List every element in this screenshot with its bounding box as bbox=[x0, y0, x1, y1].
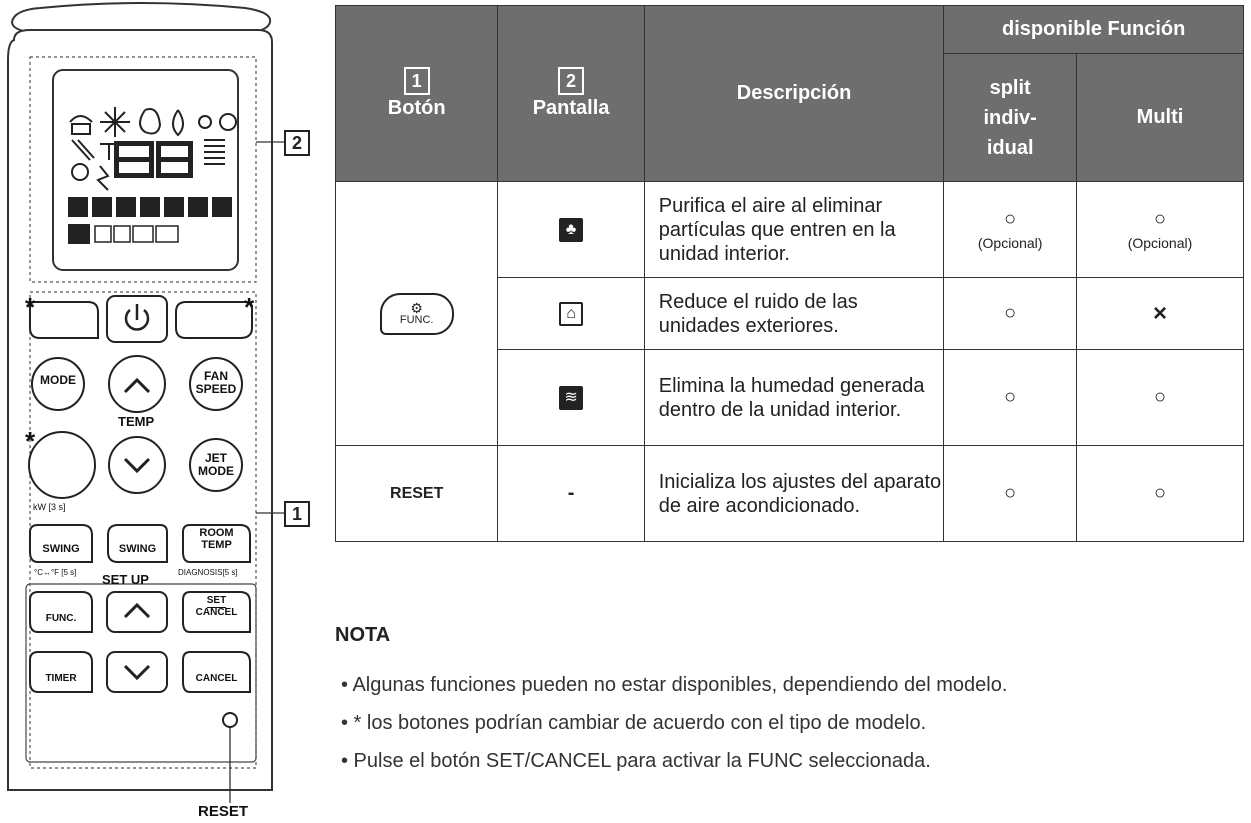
asterisk-icon: * bbox=[25, 292, 36, 322]
boton-cell: RESET bbox=[336, 446, 498, 542]
room-temp-button[interactable] bbox=[183, 528, 250, 551]
asterisk-icon: * bbox=[25, 426, 36, 456]
header-multi: Multi bbox=[1076, 54, 1243, 182]
timer-button[interactable]: TIMER bbox=[45, 673, 77, 684]
cancel-label: CANCEL bbox=[195, 606, 238, 618]
split-cell bbox=[944, 278, 1077, 350]
split-value: ○ bbox=[1004, 208, 1017, 230]
table-row bbox=[336, 182, 1244, 278]
multi-value: × bbox=[1152, 299, 1167, 327]
swing-horizontal-button[interactable]: SWING bbox=[42, 543, 80, 555]
fan-speed-label-1: FAN bbox=[204, 369, 228, 383]
multi-cell bbox=[1076, 182, 1243, 278]
func-button[interactable]: FUNC. bbox=[45, 613, 77, 624]
split-value: ○ bbox=[1004, 482, 1017, 504]
cancel-button[interactable]: CANCEL bbox=[195, 673, 238, 684]
nota-item: • * los botones podrían cambiar de acuerdo con el tipo de modelo. bbox=[341, 712, 927, 734]
callout-buttons: 1 bbox=[284, 501, 310, 527]
desc-cell: Elimina la humedad generada dentro de la unidad interior. bbox=[644, 350, 944, 446]
reset-label: RESET bbox=[198, 803, 249, 820]
temp-label: TEMP bbox=[118, 414, 155, 429]
room-label-1: ROOM bbox=[199, 527, 234, 539]
header-disponible: disponible Función bbox=[944, 6, 1244, 54]
kw-label: kW [3 s] bbox=[33, 502, 66, 512]
multi-value: ○ bbox=[1153, 386, 1167, 408]
nota-item: • Algunas funciones pueden no estar disponibles, dependiendo del modelo. bbox=[341, 674, 1008, 696]
split-value: ○ bbox=[1004, 386, 1017, 408]
multi-note: (Opcional) bbox=[1127, 235, 1193, 251]
low-noise-icon: ⌂ bbox=[559, 302, 583, 326]
multi-cell bbox=[1076, 278, 1243, 350]
multi-cell bbox=[1076, 350, 1243, 446]
dehumidify-icon: ≋ bbox=[559, 386, 583, 410]
pantalla-cell: - bbox=[498, 446, 644, 542]
function-table bbox=[335, 5, 1244, 542]
room-label-2: TEMP bbox=[201, 538, 232, 551]
cf-label: °C↔°F [5 s] bbox=[34, 568, 77, 577]
mode-button[interactable]: MODE bbox=[40, 373, 76, 387]
jet-mode-button[interactable] bbox=[190, 452, 242, 477]
callout-display: 2 bbox=[284, 130, 310, 156]
split-value: ○ bbox=[1004, 302, 1017, 324]
desc-cell: Inicializa los ajustes del aparato de aire acondicionado. bbox=[644, 446, 944, 542]
nota-title: NOTA bbox=[335, 624, 391, 646]
diagnosis-label: DIAGNOSIS[5 s] bbox=[178, 568, 238, 577]
asterisk-icon: * bbox=[244, 292, 255, 322]
air-purify-icon: ♣ bbox=[559, 218, 583, 242]
header-split: split indiv- idual bbox=[944, 54, 1077, 182]
split-cell bbox=[944, 182, 1077, 278]
multi-cell bbox=[1076, 446, 1243, 542]
header-num-1: 1 bbox=[404, 67, 430, 95]
pantalla-cell bbox=[498, 182, 644, 278]
pantalla-cell bbox=[498, 278, 644, 350]
gear-icon: ⚙ bbox=[410, 300, 423, 316]
nota-item: • Pulse el botón SET/CANCEL para activar la FUNC seleccionada. bbox=[341, 750, 931, 772]
desc-cell: Purifica el aire al eliminar partículas que entren en la unidad interior. bbox=[644, 182, 944, 278]
fan-speed-button[interactable] bbox=[190, 370, 242, 395]
func-button-label: FUNC. bbox=[399, 314, 434, 326]
pantalla-cell bbox=[498, 350, 644, 446]
split-cell bbox=[944, 446, 1077, 542]
func-button-cell bbox=[336, 182, 498, 446]
header-num-2: 2 bbox=[558, 67, 584, 95]
split-note: (Opcional) bbox=[977, 235, 1043, 251]
jet-label-2: MODE bbox=[198, 463, 234, 478]
jet-label-1: JET bbox=[204, 451, 227, 465]
multi-value: ○ bbox=[1153, 208, 1167, 230]
header-pantalla-label: Pantalla bbox=[532, 97, 610, 119]
header-boton bbox=[336, 6, 498, 182]
swing-vertical-button[interactable]: SWING bbox=[118, 543, 157, 555]
remote-control-diagram bbox=[0, 0, 320, 823]
header-descripcion: Descripción bbox=[644, 6, 944, 182]
set-label: SET bbox=[206, 595, 227, 606]
remote-outline bbox=[0, 0, 320, 823]
header-boton-label: Botón bbox=[387, 97, 446, 119]
header-pantalla bbox=[498, 6, 644, 182]
table-row bbox=[336, 446, 1244, 542]
set-cancel-button[interactable] bbox=[183, 596, 250, 618]
func-button-icon bbox=[380, 293, 454, 335]
split-cell bbox=[944, 350, 1077, 446]
fan-speed-label-2: SPEED bbox=[195, 381, 237, 396]
multi-value: ○ bbox=[1153, 482, 1167, 504]
setup-label: SET UP bbox=[102, 572, 149, 587]
desc-cell: Reduce el ruido de las unidades exteriores. bbox=[644, 278, 944, 350]
